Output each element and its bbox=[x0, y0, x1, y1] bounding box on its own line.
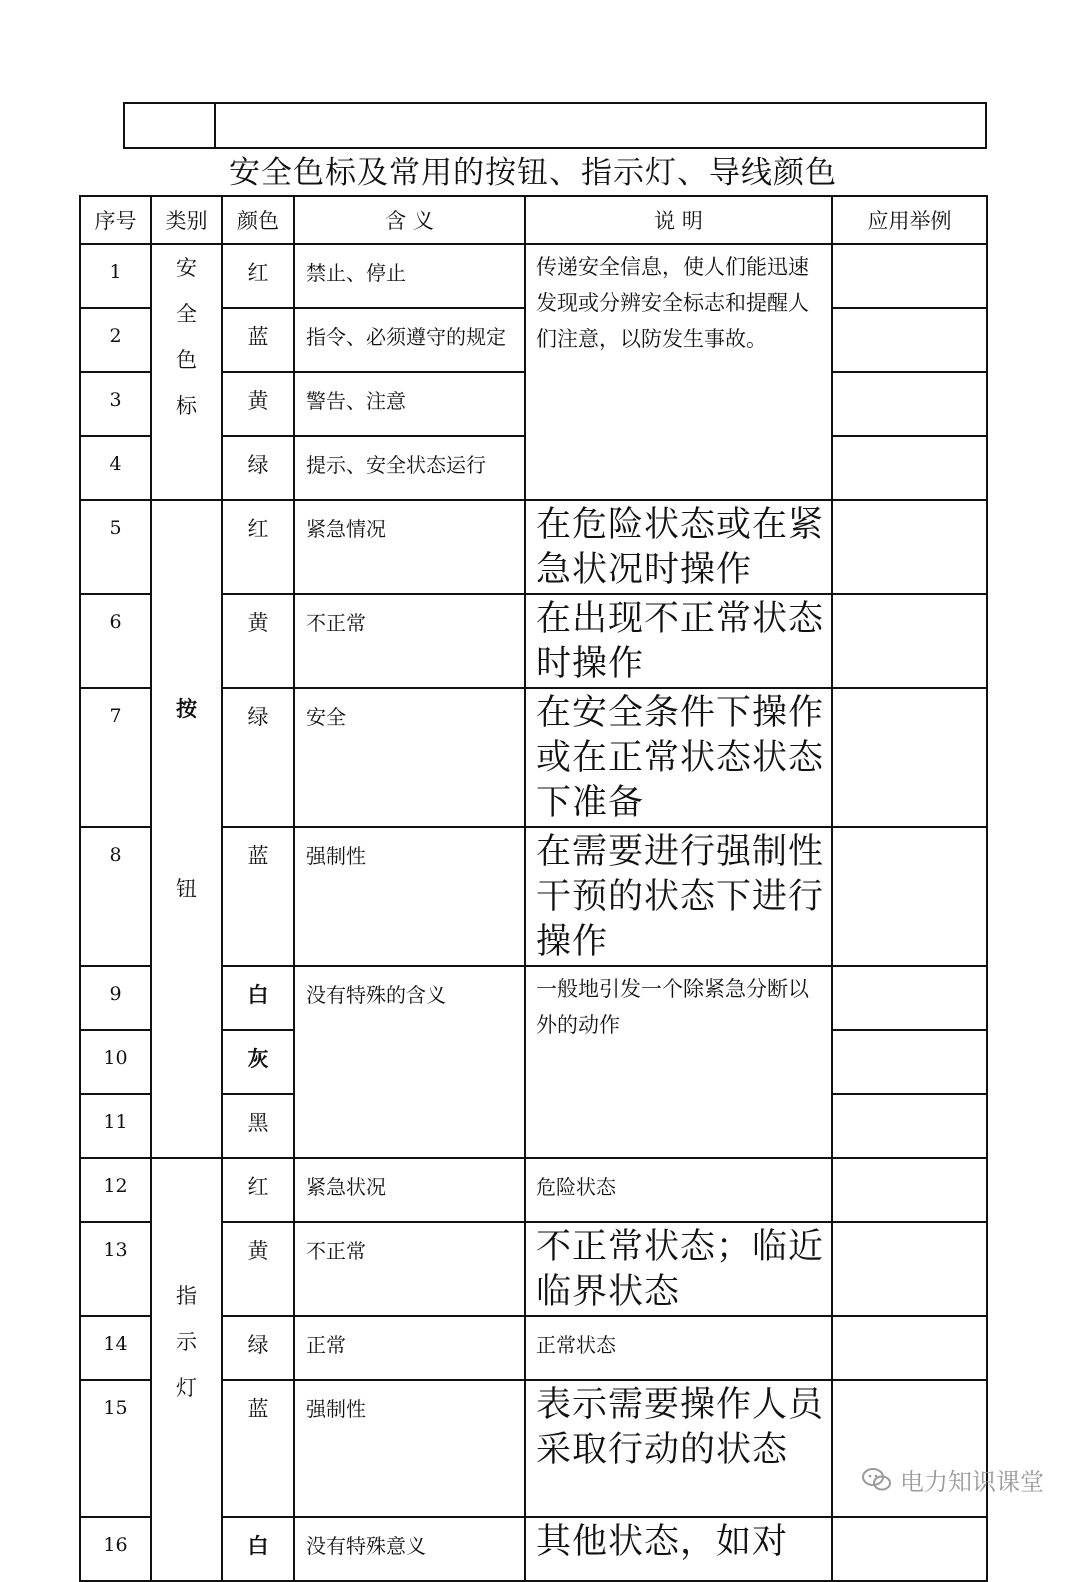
row-color: 蓝 bbox=[222, 1380, 294, 1517]
category-char: 标 bbox=[176, 394, 197, 418]
category-char: 色 bbox=[176, 348, 197, 372]
row-description: 正常状态 bbox=[525, 1316, 832, 1380]
row-description: 不正常状态；临近临界状态 bbox=[525, 1222, 832, 1316]
row-color: 灰 bbox=[222, 1030, 294, 1094]
category-char: 安 bbox=[176, 256, 197, 280]
row-meaning: 紧急情况 bbox=[294, 500, 525, 594]
row-color: 绿 bbox=[222, 436, 294, 500]
row-color: 红 bbox=[222, 1158, 294, 1222]
row-example bbox=[832, 308, 987, 372]
row-example bbox=[832, 500, 987, 594]
header-meaning: 含 义 bbox=[294, 196, 525, 244]
row-description: 在安全条件下操作或在正常状态状态下准备 bbox=[525, 688, 832, 827]
row-num: 6 bbox=[80, 594, 151, 688]
watermark-text: 电力知识课堂 bbox=[900, 1468, 1044, 1496]
row-color: 蓝 bbox=[222, 308, 294, 372]
description-safety: 传递安全信息，使人们能迅速发现或分辨安全标志和提醒人们注意，以防发生事故。 bbox=[525, 244, 832, 500]
category-char: 全 bbox=[176, 302, 197, 326]
row-meaning: 提示、安全状态运行 bbox=[294, 436, 525, 500]
category-button bbox=[151, 500, 222, 1158]
row-num: 16 bbox=[80, 1517, 151, 1581]
row-meaning: 指令、必须遵守的规定 bbox=[294, 308, 525, 372]
row-color: 绿 bbox=[222, 688, 294, 827]
row-color: 黄 bbox=[222, 372, 294, 436]
row-color: 绿 bbox=[222, 1316, 294, 1380]
description-button-misc: 一般地引发一个除紧急分断以外的动作 bbox=[525, 966, 832, 1158]
row-meaning: 没有特殊的含义 bbox=[294, 966, 525, 1158]
header-description: 说 明 bbox=[525, 196, 832, 244]
row-example bbox=[832, 827, 987, 966]
row-example bbox=[832, 1030, 987, 1094]
row-num: 8 bbox=[80, 827, 151, 966]
row-num: 3 bbox=[80, 372, 151, 436]
table-row bbox=[80, 244, 987, 308]
row-meaning: 正常 bbox=[294, 1316, 525, 1380]
row-meaning: 禁止、停止 bbox=[294, 244, 525, 308]
row-example bbox=[832, 966, 987, 1030]
row-color: 黄 bbox=[222, 594, 294, 688]
table-header-row bbox=[80, 196, 987, 244]
row-meaning: 没有特殊意义 bbox=[294, 1517, 525, 1581]
row-meaning: 不正常 bbox=[294, 1222, 525, 1316]
row-example bbox=[832, 594, 987, 688]
row-example bbox=[832, 1316, 987, 1380]
category-char: 按 bbox=[176, 697, 197, 721]
row-num: 7 bbox=[80, 688, 151, 827]
header-color: 颜色 bbox=[222, 196, 294, 244]
row-num: 1 bbox=[80, 244, 151, 308]
category-safety bbox=[151, 244, 222, 500]
row-meaning: 强制性 bbox=[294, 827, 525, 966]
row-num: 9 bbox=[80, 966, 151, 1030]
category-char: 钮 bbox=[176, 877, 197, 901]
row-example bbox=[832, 436, 987, 500]
row-color: 黄 bbox=[222, 1222, 294, 1316]
watermark bbox=[862, 1462, 1044, 1497]
row-description: 在出现不正常状态时操作 bbox=[525, 594, 832, 688]
header-box bbox=[123, 102, 987, 149]
row-num: 11 bbox=[80, 1094, 151, 1158]
category-char: 示 bbox=[176, 1330, 197, 1354]
row-example bbox=[832, 372, 987, 436]
page-title: 安全色标及常用的按钮、指示灯、导线颜色 bbox=[229, 155, 837, 191]
category-char: 灯 bbox=[176, 1376, 197, 1400]
row-color: 红 bbox=[222, 500, 294, 594]
category-char: 指 bbox=[176, 1284, 197, 1308]
row-color: 白 bbox=[222, 966, 294, 1030]
row-num: 12 bbox=[80, 1158, 151, 1222]
row-meaning: 警告、注意 bbox=[294, 372, 525, 436]
row-color: 红 bbox=[222, 244, 294, 308]
header-box-divider bbox=[214, 104, 216, 147]
row-num: 10 bbox=[80, 1030, 151, 1094]
row-meaning: 不正常 bbox=[294, 594, 525, 688]
row-description: 危险状态 bbox=[525, 1158, 832, 1222]
header-example: 应用举例 bbox=[832, 196, 987, 244]
table-row bbox=[80, 1158, 987, 1222]
row-num: 2 bbox=[80, 308, 151, 372]
table-row bbox=[80, 500, 987, 594]
row-color: 蓝 bbox=[222, 827, 294, 966]
row-color: 白 bbox=[222, 1517, 294, 1581]
row-example bbox=[832, 1517, 987, 1581]
category-indicator bbox=[151, 1158, 222, 1581]
header-category: 类别 bbox=[151, 196, 222, 244]
row-description: 在需要进行强制性干预的状态下进行操作 bbox=[525, 827, 832, 966]
row-color: 黑 bbox=[222, 1094, 294, 1158]
row-meaning: 紧急状况 bbox=[294, 1158, 525, 1222]
row-meaning: 安全 bbox=[294, 688, 525, 827]
color-table bbox=[79, 195, 988, 1582]
row-num: 4 bbox=[80, 436, 151, 500]
row-example bbox=[832, 1158, 987, 1222]
row-num: 5 bbox=[80, 500, 151, 594]
row-example bbox=[832, 1222, 987, 1316]
row-description: 表示需要操作人员采取行动的状态 bbox=[525, 1380, 832, 1517]
row-meaning: 强制性 bbox=[294, 1380, 525, 1517]
row-description: 在危险状态或在紧急状况时操作 bbox=[525, 500, 832, 594]
row-description: 其他状态，如对 bbox=[525, 1517, 832, 1581]
row-num: 13 bbox=[80, 1222, 151, 1316]
row-example bbox=[832, 244, 987, 308]
wechat-icon bbox=[862, 1467, 892, 1493]
row-example bbox=[832, 688, 987, 827]
header-num: 序号 bbox=[80, 196, 151, 244]
row-num: 15 bbox=[80, 1380, 151, 1517]
row-num: 14 bbox=[80, 1316, 151, 1380]
row-example bbox=[832, 1094, 987, 1158]
